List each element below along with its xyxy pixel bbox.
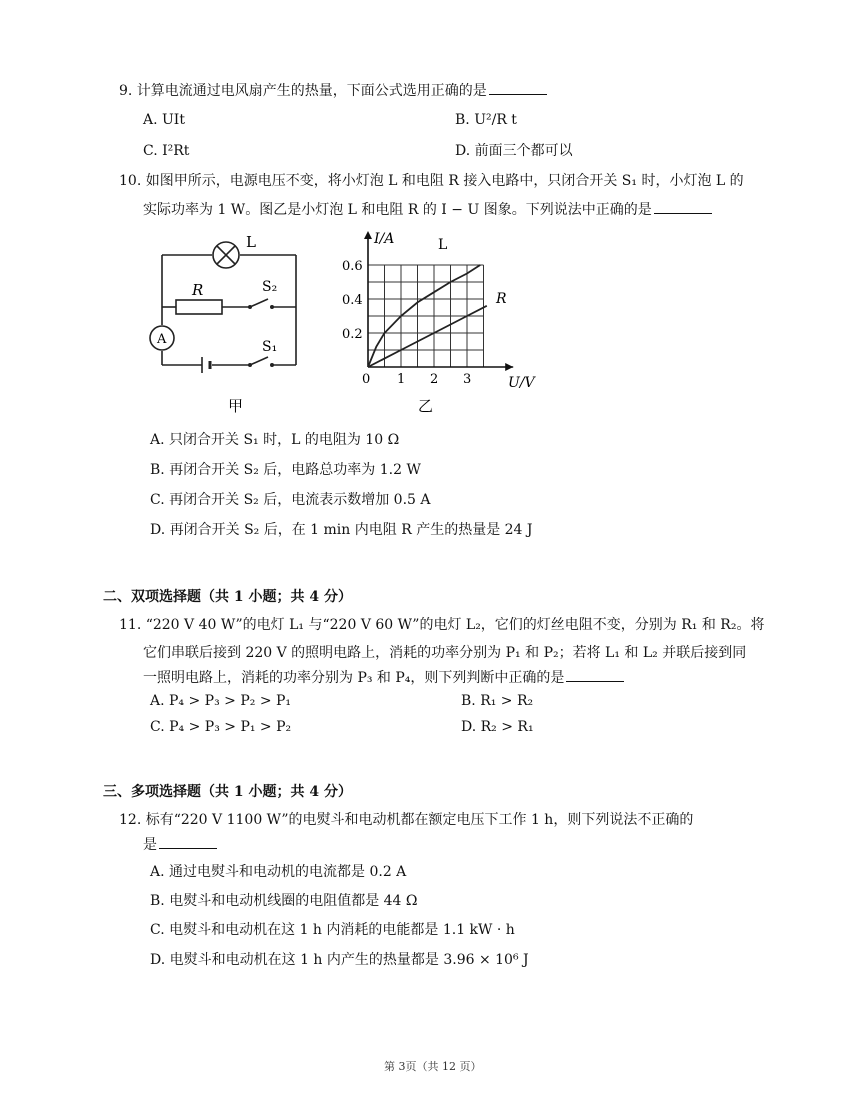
x-tick-label: 3 — [463, 372, 472, 387]
q10-option-c: C. 再闭合开关 S₂ 后，电流表示数增加 0.5 A — [150, 492, 431, 508]
x-tick-label: 2 — [430, 372, 439, 387]
question-10-line2-text: 实际功率为 1 W。图乙是小灯泡 L 和电阻 R 的 I − U 图象。下列说法中正确的是 — [143, 202, 652, 218]
answer-blank — [654, 199, 712, 214]
q9-option-b: B. U²/R t — [455, 112, 517, 128]
y-tick-label: 0.6 — [342, 259, 363, 274]
question-12-line2 — [143, 834, 217, 855]
switch1-contact — [270, 363, 274, 367]
x-axis-label: U/V — [508, 375, 535, 391]
q10-option-a: A. 只闭合开关 S₁ 时，L 的电阻为 10 Ω — [150, 432, 400, 448]
circuit-diagram-jia — [140, 225, 310, 415]
figure-jia-caption: 甲 — [228, 397, 244, 415]
resistor-symbol — [176, 300, 222, 314]
switch2-label: S₂ — [262, 279, 278, 295]
switch1-contact — [248, 363, 252, 367]
question-10-line2 — [143, 199, 712, 220]
switch2-contact — [270, 305, 274, 309]
y-axis-arrow — [364, 231, 372, 239]
switch1-label: S₁ — [262, 339, 278, 355]
answer-blank — [159, 834, 217, 849]
question-11-line1: 11. “220 V 40 W”的电灯 L₁ 与“220 V 60 W”的电灯 L₂，它们的灯丝电阻不变，分别为 R₁ 和 R₂。将 — [119, 617, 765, 633]
answer-blank — [566, 667, 624, 682]
iu-graph-yi — [338, 225, 538, 415]
curve-l-label: L — [438, 237, 448, 253]
q12-option-d: D. 电熨斗和电动机在这 1 h 内产生的热量都是 3.96 × 10⁶ J — [150, 952, 529, 968]
q10-option-d: D. 再闭合开关 S₂ 后，在 1 min 内电阻 R 产生的热量是 24 J — [150, 522, 533, 538]
q11-option-d: D. R₂ > R₁ — [461, 719, 534, 735]
question-11-line3-text: 一照明电路上，消耗的功率分别为 P₃ 和 P₄，则下列判断中正确的是 — [143, 670, 565, 686]
x-axis-arrow — [505, 363, 513, 371]
y-axis-label: I/A — [374, 231, 395, 247]
q9-option-d: D. 前面三个都可以 — [455, 143, 573, 159]
y-tick-label: 0.4 — [342, 293, 363, 308]
x-tick-label: 0 — [362, 372, 371, 387]
switch2-contact — [248, 305, 252, 309]
q12-option-b: B. 电熨斗和电动机线圈的电阻值都是 44 Ω — [150, 893, 418, 909]
q9-option-a: A. UIt — [143, 112, 185, 128]
q12-option-c: C. 电熨斗和电动机在这 1 h 内消耗的电能都是 1.1 kW · h — [150, 922, 515, 938]
x-tick-label: 1 — [397, 372, 406, 387]
answer-blank — [489, 80, 547, 95]
section-2-title: 二、双项选择题（共 1 小题；共 4 分） — [103, 589, 352, 605]
question-11-line2: 它们串联后接到 220 V 的照明电路上，消耗的功率分别为 P₁ 和 P₂；若将 L₁ 和 L₂ 并联后接到同 — [143, 645, 747, 661]
q11-option-a: A. P₄ > P₃ > P₂ > P₁ — [150, 693, 292, 709]
battery-symbol — [202, 357, 210, 373]
series-line-r — [368, 306, 487, 367]
lamp-label: L — [246, 233, 256, 251]
figure-yi-caption: 乙 — [418, 397, 434, 415]
question-9 — [119, 80, 547, 101]
question-10-line1: 10. 如图甲所示，电源电压不变，将小灯泡 L 和电阻 R 接入电路中，只闭合开关 S₁ 时，小灯泡 L 的 — [119, 173, 744, 189]
question-11-line3 — [143, 667, 624, 688]
q11-option-b: B. R₁ > R₂ — [461, 693, 534, 709]
question-12-line1: 12. 标有“220 V 1100 W”的电熨斗和电动机都在额定电压下工作 1 h，则下列说法不正确的 — [119, 812, 694, 828]
page-footer: 第 3页（共 12 页） — [384, 1060, 482, 1073]
question-9-text: 9. 计算电流通过电风扇产生的热量，下面公式选用正确的是 — [119, 83, 487, 99]
curve-r-label: R — [496, 291, 507, 307]
q9-option-c: C. I²Rt — [143, 143, 190, 159]
q10-option-b: B. 再闭合开关 S₂ 后，电路总功率为 1.2 W — [150, 462, 421, 478]
q11-option-c: C. P₄ > P₃ > P₁ > P₂ — [150, 719, 292, 735]
lamp-symbol — [213, 242, 239, 268]
ammeter-symbol — [150, 326, 174, 350]
ammeter-label: A — [157, 332, 167, 347]
q12-option-a: A. 通过电熨斗和电动机的电流都是 0.2 A — [150, 864, 407, 880]
y-tick-label: 0.2 — [342, 327, 363, 342]
section-3-title: 三、多项选择题（共 1 小题；共 4 分） — [103, 784, 352, 800]
question-12-line2-text: 是 — [143, 837, 157, 853]
resistor-label: R — [192, 281, 204, 299]
